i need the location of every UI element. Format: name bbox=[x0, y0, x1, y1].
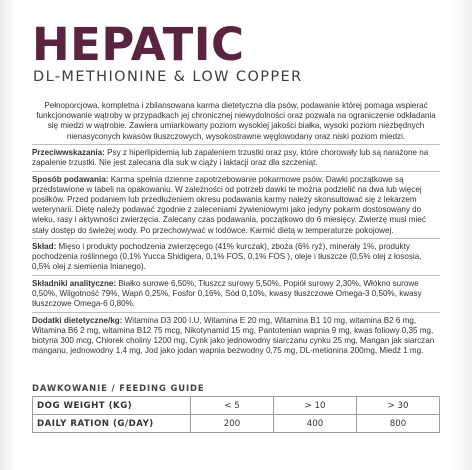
table-cell: > 30 bbox=[357, 397, 440, 415]
additives-section bbox=[32, 316, 440, 357]
feeding-method-section bbox=[32, 175, 440, 236]
composition-label: Skład: bbox=[32, 242, 57, 251]
feeding-method-label: Sposób podawania: bbox=[32, 174, 109, 184]
product-subtitle: DL-METHIONINE & LOW COPPER bbox=[33, 69, 303, 85]
table-cell: 800 bbox=[357, 415, 440, 433]
table-cell: 400 bbox=[274, 415, 357, 433]
analytical-section bbox=[32, 279, 440, 310]
divider bbox=[32, 312, 440, 313]
description-body bbox=[32, 101, 440, 356]
analytical-label: Składniki analityczne: bbox=[32, 278, 117, 288]
table-cell: < 5 bbox=[191, 397, 274, 415]
additives-label: Dodatki dietetyczne/kg: bbox=[32, 315, 123, 325]
table-row-label: DAILY RATION (G/DAY) bbox=[33, 415, 191, 433]
divider bbox=[32, 171, 440, 172]
divider bbox=[32, 144, 440, 145]
analytical-text: Białko surowe 6,50%, Tłuszcz surowy 5,50%, Popiół surowy 2,30%, Włókno surowe 0,50%, Wilgotność 79%, Wapń 0,25%, Fosfor 0,16%, Sód 0,10%, kwasy tłuszczowe Omega-3 0,50%, kwasy tłuszczowe Omega-6 0,80%. bbox=[32, 278, 422, 309]
feeding-guide-heading: DAWKOWANIE / FEEDING GUIDE bbox=[32, 383, 205, 393]
contraindications-section bbox=[32, 148, 440, 168]
table-row-label: DOG WEIGHT (KG) bbox=[33, 397, 191, 415]
intro-paragraph: Pełnoporcjowa, kompletna i zbilansowana karma dietetyczna dla psów, podawanie której pomaga wspierać funkcjonowanie wątroby w przypadkach jej chronicznej niewydolności oraz pozwala na ograniczenie odkładania się miedzi w wątrobie. Zawiera umiarkowany poziom wysokiej jakości białka, wysoki poziom niezbędnych nienasyconych kwasów tłuszczowych, wysokostrawne węglowodany oraz niski poziom miedzi. bbox=[36, 101, 436, 141]
table-cell: > 10 bbox=[274, 397, 357, 415]
divider bbox=[32, 275, 440, 276]
contraindications-text: Psy z hiperlipidemią lub zapaleniem trzustki oraz psy, które chorowały lub są narażone na zapalenie trzustki. Nie jest zalecana dla suk w ciąży i laktacji oraz dla szczeniąt. bbox=[32, 148, 429, 168]
product-title: HEPATIC bbox=[32, 18, 245, 71]
feeding-guide-table bbox=[32, 396, 440, 433]
composition-text: Mięso i produkty pochodzenia zwierzęcego (41% kurczak), zboża (6% ryż), minerały 1%, produkty pochodzenia roślinnego (0,1% Yucca Shidigera, 0,1% FOS, 0,1% FOS ), oleje i tłuszcze (0,5% olej z łososia, 0,5% olej z siemienia lnianego). bbox=[32, 242, 422, 272]
table-row bbox=[33, 397, 440, 415]
composition-section bbox=[32, 242, 440, 273]
contraindications-label: Przeciwwskazania: bbox=[32, 148, 105, 157]
additives-text: Witamina D3 200 I.U, Witamina E 20 mg, Witamina B1 10 mg, witamina B2 6 mg, Witamina B6 2 mg, witamina B12 75 mcg, Nikotynamid 15 mg, Pantotenian wapnia 9 mg, kwas foliowy 0,35 mg, biotyna 300 mcg, Chlorek choliny 1200 mg, Cynk jako jednowodny siarczanu cynku 25 mg, Mangan jak siarczan manganu, jednowodny 1,4 mg, Jod jako jodan wapnia bezwodny 0,75 mg, DL-metionina 200mg, Miedź 1 mg. bbox=[32, 315, 435, 356]
feeding-method-text: Karma spełnia dzienne zapotrzebowanie pokarmowe psów. Dawki początkowe są przedstawione w tabeli na opakowaniu. W zależności od potrzeb dawki te można podzielić na dwa lub więcej posiłków. Przed podaniem lub przedłużeniem okresu podawania karmy należy skonsultować się z lekarzem weterynarii. Dietę należy podawać zgodnie z zaleceniami żywieniowymi jako jedyny pokarm dostosowany do wieku, rasy i aktywności zwierzęcia. Zalecany czas podawania, początkowo do 6 miesięcy. Zwierzę musi mieć stały dostęp do świeżej wody. Po przechowywać w lodówce. Karmić dietą w temperaturze pokojowej. bbox=[32, 174, 426, 235]
table-cell: 200 bbox=[191, 415, 274, 433]
divider bbox=[32, 238, 440, 239]
table-row bbox=[33, 415, 440, 433]
